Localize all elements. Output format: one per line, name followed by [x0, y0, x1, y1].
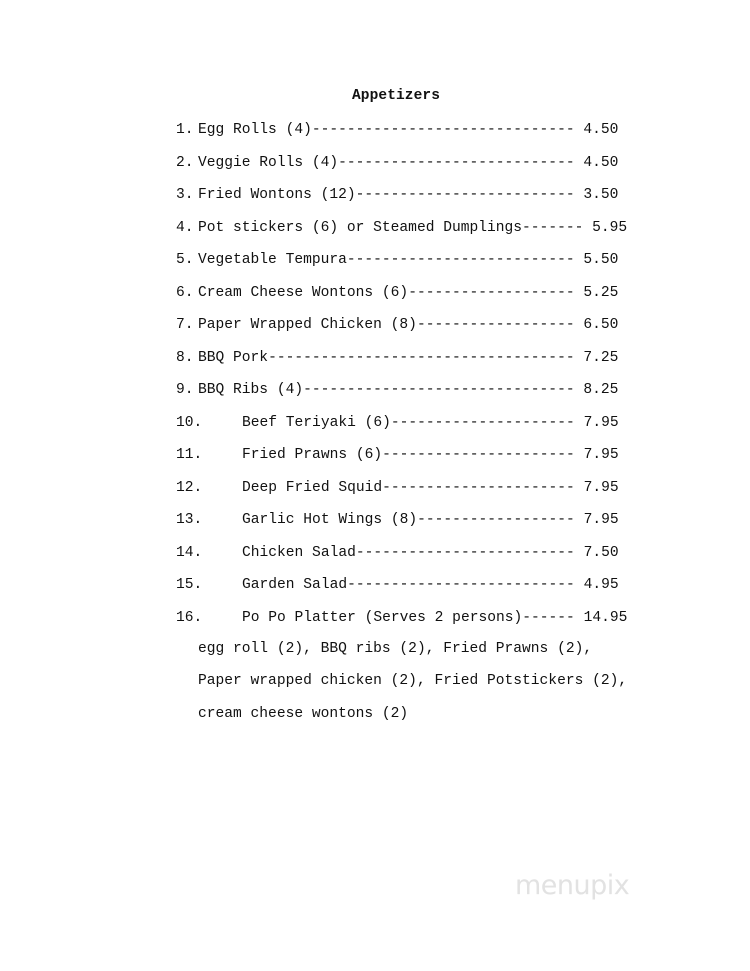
dot-leader: -------: [522, 219, 584, 236]
menu-item-row: [176, 478, 646, 511]
appetizer-list: [176, 120, 646, 640]
section-title: Appetizers: [351, 88, 440, 104]
item-name: BBQ Ribs (4): [198, 382, 304, 398]
menu-item-row: [176, 185, 646, 218]
item-number: 16.: [176, 609, 203, 626]
item-name: Veggie Rolls (4): [198, 154, 339, 171]
platter-note-line: egg roll (2), BBQ ribs (2), Fried Prawns (2),: [198, 641, 593, 657]
item-number: 14.: [176, 544, 203, 561]
item-name: Fried Wontons (12): [198, 187, 356, 203]
item-price: 5.50: [583, 252, 619, 268]
item-name: Paper Wrapped Chicken (8): [198, 317, 417, 333]
menu-item-row: [176, 348, 646, 381]
item-name: Chicken Salad: [242, 544, 356, 561]
item-price: 8.25: [583, 382, 619, 398]
item-number: 2.: [176, 154, 194, 171]
dot-leader: -----------------------------------: [268, 349, 575, 366]
item-price: 3.50: [583, 187, 619, 203]
menu-item-row: [176, 608, 646, 641]
menu-item-row: [176, 283, 646, 316]
item-number: 13.: [176, 512, 203, 528]
item-name: Vegetable Tempura: [198, 252, 347, 268]
item-price: 7.50: [583, 544, 619, 561]
menu-item-row: [176, 120, 646, 153]
item-name: Fried Prawns (6): [242, 447, 383, 463]
menu-item-row: [176, 445, 646, 478]
item-name: Egg Rolls (4): [198, 122, 312, 138]
menu-item-row: [176, 380, 646, 413]
item-price: 4.50: [583, 154, 619, 171]
dot-leader: ------------------: [416, 317, 575, 333]
platter-note-line: cream cheese wontons (2): [198, 706, 409, 722]
item-price: 14.95: [583, 609, 628, 626]
menu-item-row: [176, 250, 646, 283]
item-number: 1.: [176, 122, 194, 138]
item-number: 12.: [176, 479, 203, 496]
item-number: 15.: [176, 577, 203, 593]
item-name: BBQ Pork: [198, 349, 269, 366]
item-name: Garden Salad: [242, 577, 348, 593]
dot-leader: -------------------------: [355, 187, 575, 203]
menu-item-row: [176, 575, 646, 608]
menu-item-row: [176, 153, 646, 186]
menu-item-row: [176, 413, 646, 446]
item-name: Po Po Platter (Serves 2 persons): [242, 609, 523, 626]
dot-leader: -------------------------------: [303, 382, 575, 398]
item-name: Pot stickers (6) or Steamed Dumplings: [198, 219, 523, 236]
item-number: 9.: [176, 382, 194, 398]
dot-leader: ------------------: [417, 512, 575, 528]
item-price: 6.50: [583, 317, 619, 333]
item-price: 7.95: [583, 479, 619, 496]
dot-leader: ---------------------: [390, 414, 575, 431]
menu-item-row: [176, 510, 646, 543]
item-number: 11.: [176, 447, 203, 463]
item-number: 8.: [176, 349, 194, 366]
item-number: 10.: [176, 414, 203, 431]
dot-leader: -------------------------: [355, 544, 575, 561]
item-name: Cream Cheese Wontons (6): [198, 284, 409, 301]
item-number: 5.: [176, 252, 194, 268]
item-price: 4.50: [583, 122, 619, 138]
item-name: Beef Teriyaki (6): [242, 414, 391, 431]
dot-leader: ------------------------------: [311, 122, 575, 138]
item-number: 7.: [176, 317, 194, 333]
item-name: Deep Fried Squid: [242, 479, 383, 496]
platter-note-line: Paper wrapped chicken (2), Fried Potstickers (2),: [198, 673, 628, 689]
item-price: 7.95: [583, 414, 619, 431]
item-number: 4.: [176, 219, 194, 236]
dot-leader: ----------------------: [382, 479, 575, 496]
item-price: 5.25: [583, 284, 619, 301]
dot-leader: -------------------: [408, 284, 575, 301]
dot-leader: ------: [522, 609, 575, 626]
dot-leader: ----------------------: [382, 447, 575, 463]
dot-leader: --------------------------: [347, 577, 575, 593]
item-price: 7.25: [583, 349, 619, 366]
item-price: 5.95: [592, 219, 628, 236]
item-price: 7.95: [583, 447, 619, 463]
menu-item-row: [176, 315, 646, 348]
menupix-watermark-logo: menupix: [515, 870, 630, 901]
item-number: 3.: [176, 187, 194, 203]
item-price: 7.95: [583, 512, 619, 528]
menu-item-row: [176, 218, 646, 251]
dot-leader: --------------------------: [346, 252, 575, 268]
item-price: 4.95: [583, 577, 619, 593]
dot-leader: ---------------------------: [338, 154, 575, 171]
item-name: Garlic Hot Wings (8): [242, 512, 418, 528]
item-number: 6.: [176, 284, 194, 301]
menu-item-row: [176, 543, 646, 576]
